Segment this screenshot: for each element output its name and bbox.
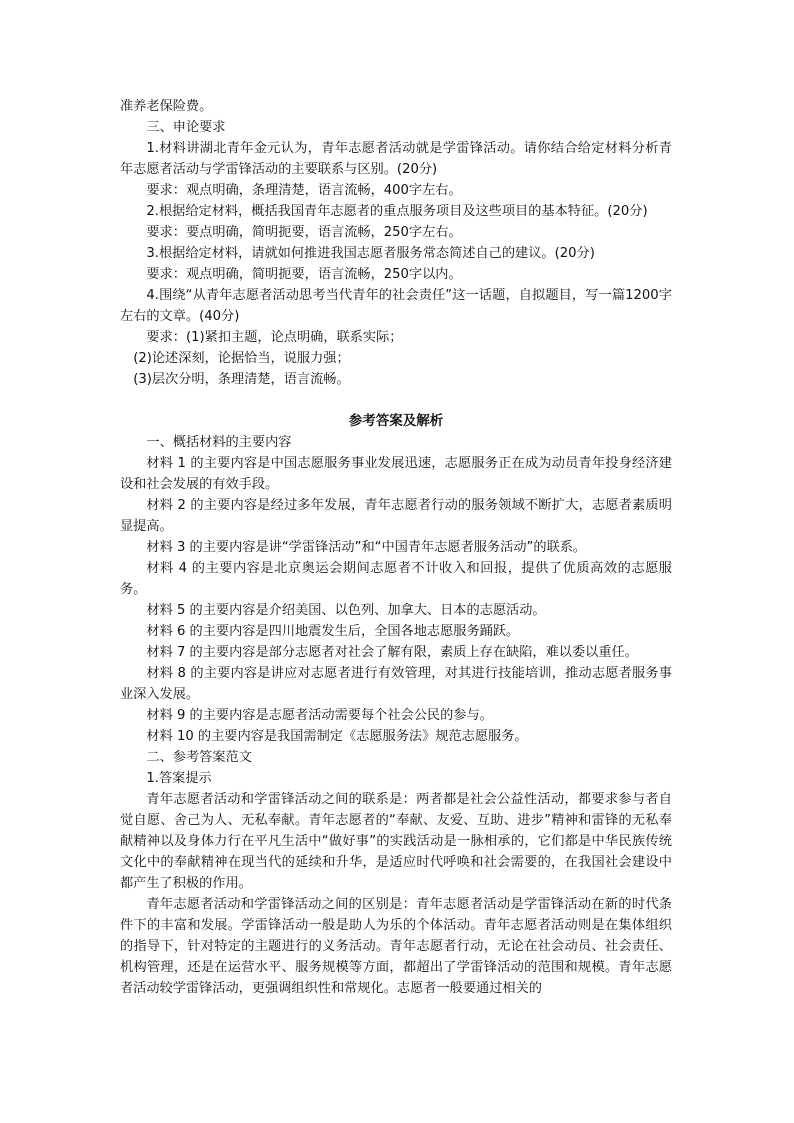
- answers-heading: 参考答案及解析: [348, 413, 444, 429]
- question-2: 2.根据给定材料，概括我国青年志愿者的重点服务项目及这些项目的基本特征。(20分): [146, 204, 648, 219]
- question-4-requirement-3: (3)层次分明，条理清楚，语言流畅。: [133, 372, 350, 387]
- section-3-title: 三、申论要求: [146, 120, 226, 135]
- question-4: 4.围绕“从青年志愿者活动思考当代青年的社会责任”这一话题，自拟题目，写一篇1200字左右的文章。(40分): [120, 288, 672, 324]
- section-2-title: 二、参考答案范文: [146, 750, 252, 765]
- question-4-requirement-2: (2)论述深刻，论据恰当，说服力强；: [133, 351, 350, 366]
- section-1-title: 一、概括材料的主要内容: [146, 435, 292, 450]
- question-1-requirement: 要求：观点明确，条理清楚，语言流畅，400字左右。: [146, 183, 462, 198]
- material-summary: 材料 4 的主要内容是北京奥运会期间志愿者不计收入和回报，提供了优质高效的志愿服务。: [120, 561, 672, 597]
- material-summary: 材料 2 的主要内容是经过多年发展，青年志愿者行动的服务领域不断扩大，志愿者素质明显提高。: [120, 498, 672, 534]
- material-summary: 材料 8 的主要内容是讲应对志愿者进行有效管理，对其进行技能培训，推动志愿者服务事业深入发展。: [120, 666, 672, 702]
- document-body: [120, 96, 672, 999]
- question-3: 3.根据给定材料，请就如何推进我国志愿者服务常态简述自己的建议。(20分): [146, 246, 595, 261]
- material-summary: 材料 6 的主要内容是四川地震发生后，全国各地志愿服务踊跃。: [146, 624, 520, 639]
- question-4-requirement-1: 要求：(1)紧扣主题，论点明确，联系实际；: [146, 330, 403, 345]
- answer-paragraph-2: 青年志愿者活动和学雷锋活动之间的区别是：青年志愿者活动是学雷锋活动在新的时代条件下的丰富和发展。学雷锋活动一般是助人为乐的个体活动。青年志愿者活动则是在集体组织的指导下，针对特定的主题进行的义务活动。青年志愿者行动，无论在社会动员、社会责任、机构管理，还是在运营水平、服务规模等方面，都超出了学雷锋活动的范围和规模。青年志愿者活动较学雷锋活动，更强调组织性和常规化。志愿者一般要通过相关的: [120, 897, 672, 996]
- material-summary: 材料 10 的主要内容是我国需制定《志愿服务法》规范志愿服务。: [146, 729, 528, 744]
- continuation-text: 准养老保险费。: [120, 99, 213, 114]
- question-1: 1.材料讲湖北青年金元认为，青年志愿者活动就是学雷锋活动。请你结合给定材料分析青年志愿者活动与学雷锋活动的主要联系与区别。(20分): [120, 141, 672, 177]
- answer-paragraph-1: 青年志愿者活动和学雷锋活动之间的联系是：两者都是社会公益性活动，都要求参与者自觉自愿、舍己为人、无私奉献。青年志愿者的“奉献、友爱、互助、进步”精神和雷锋的无私奉献精神以及身体力行在平凡生活中“做好事”的实践活动是一脉相承的，它们都是中华民族传统文化中的奉献精神在现当代的延续和升华，是适应时代呼唤和社会需要的，在我国社会建设中都产生了积极的作用。: [120, 792, 672, 891]
- material-summary: 材料 5 的主要内容是介绍美国、以色列、加拿大、日本的志愿活动。: [146, 603, 546, 618]
- subsection-1-title: 1.答案提示: [146, 771, 212, 786]
- material-summary: 材料 7 的主要内容是部分志愿者对社会了解有限，素质上存在缺陷，难以委以重任。: [146, 645, 638, 660]
- material-summary: 材料 1 的主要内容是中国志愿服务事业发展迅速，志愿服务正在成为动员青年投身经济建设和社会发展的有效手段。: [120, 456, 672, 492]
- question-2-requirement: 要求：要点明确，简明扼要，语言流畅，250字左右。: [146, 225, 462, 240]
- material-summary: 材料 9 的主要内容是志愿者活动需要每个社会公民的参与。: [146, 708, 493, 723]
- material-summary: 材料 3 的主要内容是讲“学雷锋活动”和“中国青年志愿者服务活动”的联系。: [146, 540, 587, 555]
- question-3-requirement: 要求：观点明确，简明扼要，语言流畅，250字以内。: [146, 267, 462, 282]
